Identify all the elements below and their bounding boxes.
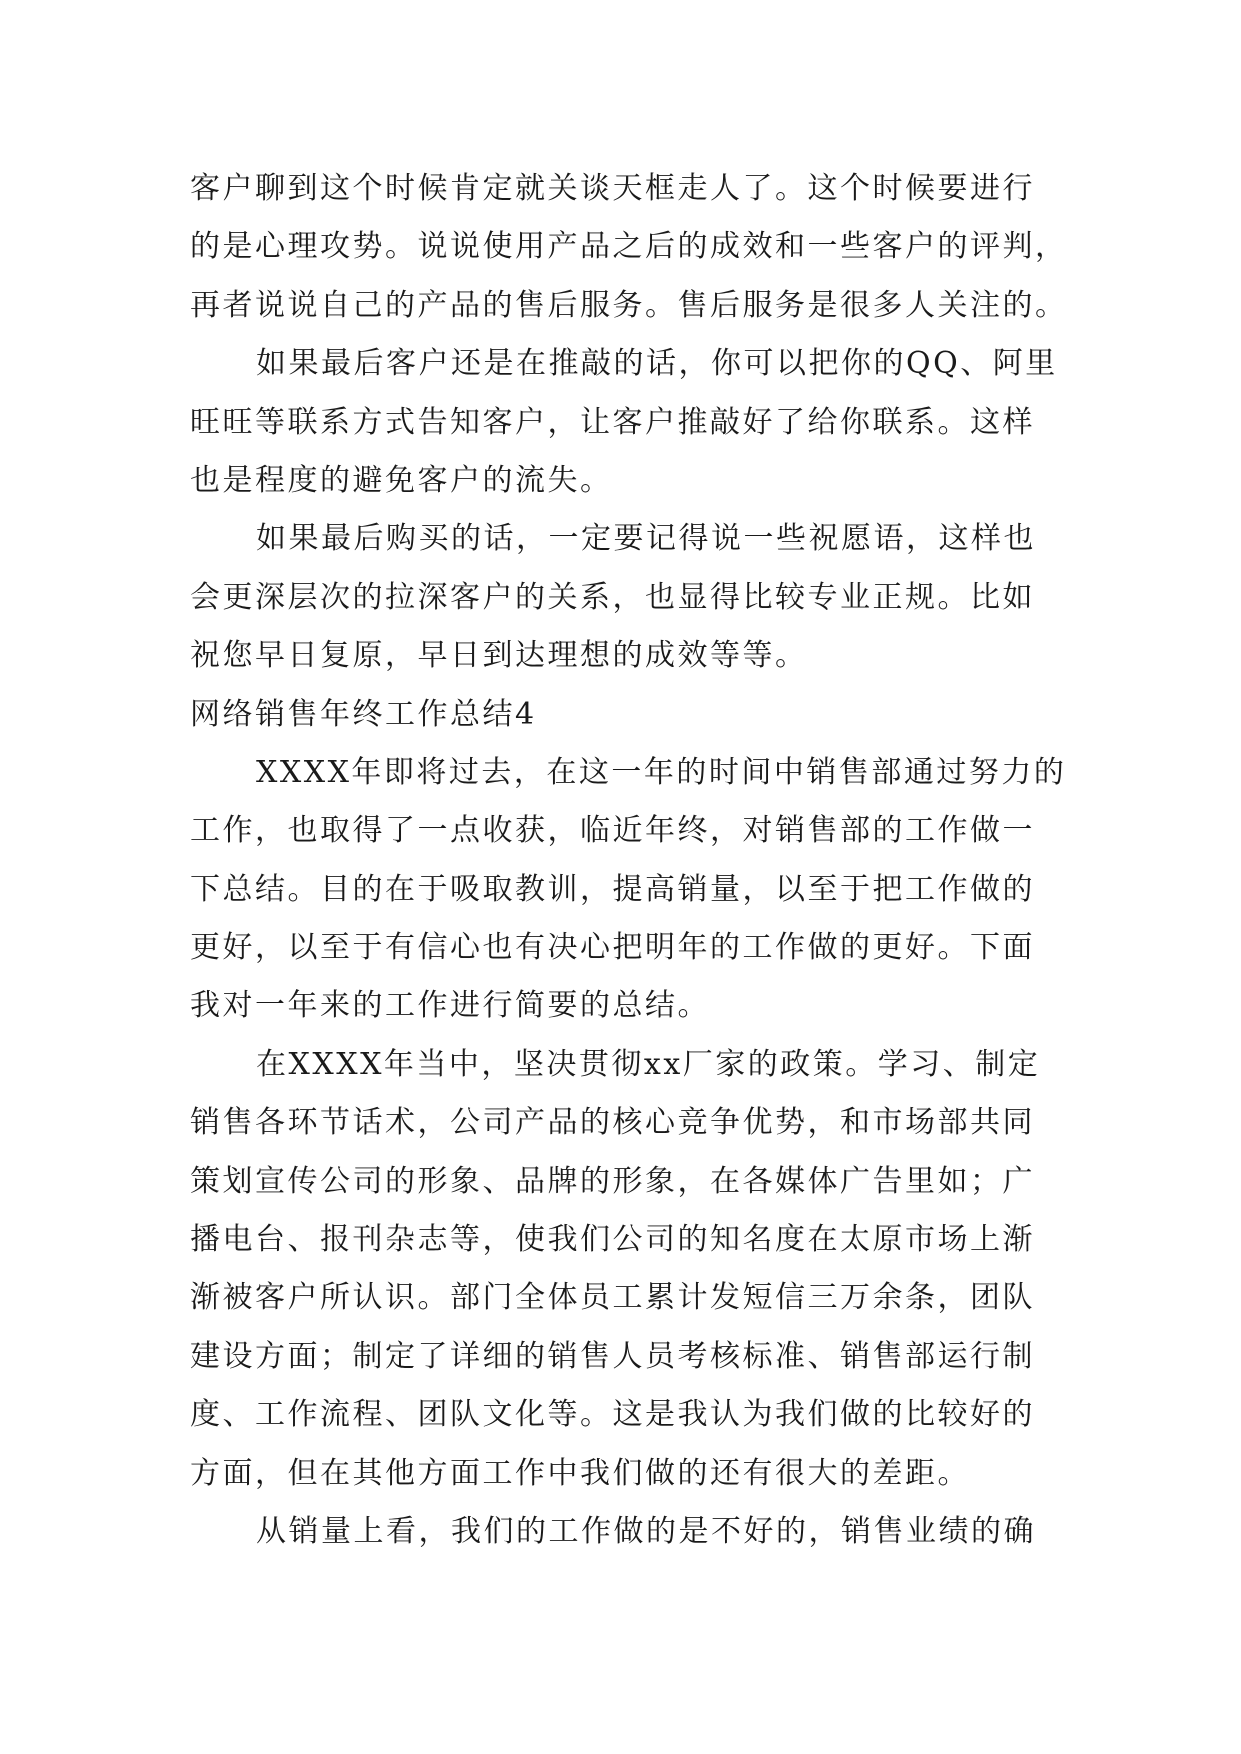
paragraph-first-line: 如果最后客户还是在推敲的话，你可以把你的QQ、阿里: [256, 346, 1058, 382]
text-line: 销售各环节话术，公司产品的核心竞争优势，和市场部共同: [190, 1105, 1035, 1141]
paragraph-first-line: 如果最后购买的话，一定要记得说一些祝愿语，这样也: [256, 521, 1036, 557]
paragraph-first-line: XXXX年即将过去，在这一年的时间中销售部通过努力的: [256, 754, 1067, 790]
text-line: 我对一年来的工作进行简要的总结。: [190, 988, 710, 1024]
section-heading: 网络销售年终工作总结4: [190, 696, 537, 732]
text-line: 渐被客户所认识。部门全体员工累计发短信三万余条，团队: [190, 1280, 1035, 1316]
text-line: 下总结。目的在于吸取教训，提高销量，以至于把工作做的: [190, 871, 1035, 907]
text-line: 会更深层次的拉深客户的关系，也显得比较专业正规。比如: [190, 579, 1035, 615]
text-line: 也是程度的避免客户的流失。: [190, 462, 613, 498]
text-line: 度、工作流程、团队文化等。这是我认为我们做的比较好的: [190, 1397, 1035, 1433]
text-line: 建设方面；制定了详细的销售人员考核标准、销售部运行制: [190, 1338, 1035, 1374]
document-body: [190, 160, 1090, 1561]
text-line: 旺旺等联系方式告知客户，让客户推敲好了给你联系。这样: [190, 404, 1035, 440]
text-line: 播电台、报刊杂志等，使我们公司的知名度在太原市场上渐: [190, 1222, 1035, 1258]
text-line: 祝您早日复原，早日到达理想的成效等等。: [190, 638, 808, 674]
text-line: 再者说说自己的产品的售后服务。售后服务是很多人关注的。: [190, 287, 1068, 323]
paragraph-first-line: 在XXXX年当中，坚决贯彻xx厂家的政策。学习、制定: [256, 1046, 1041, 1082]
text-line: 更好，以至于有信心也有决心把明年的工作做的更好。下面: [190, 930, 1035, 966]
text-line: 方面，但在其他方面工作中我们做的还有很大的差距。: [190, 1455, 970, 1491]
text-line: 的是心理攻势。说说使用产品之后的成效和一些客户的评判，: [190, 229, 1068, 265]
paragraph-first-line: 从销量上看，我们的工作做的是不好的，销售业绩的确: [256, 1513, 1036, 1549]
text-line: 客户聊到这个时候肯定就关谈天框走人了。这个时候要进行: [190, 171, 1035, 206]
text-line: 策划宣传公司的形象、品牌的形象，在各媒体广告里如；广: [190, 1163, 1035, 1199]
text-line: 工作，也取得了一点收获，临近年终，对销售部的工作做一: [190, 813, 1035, 849]
